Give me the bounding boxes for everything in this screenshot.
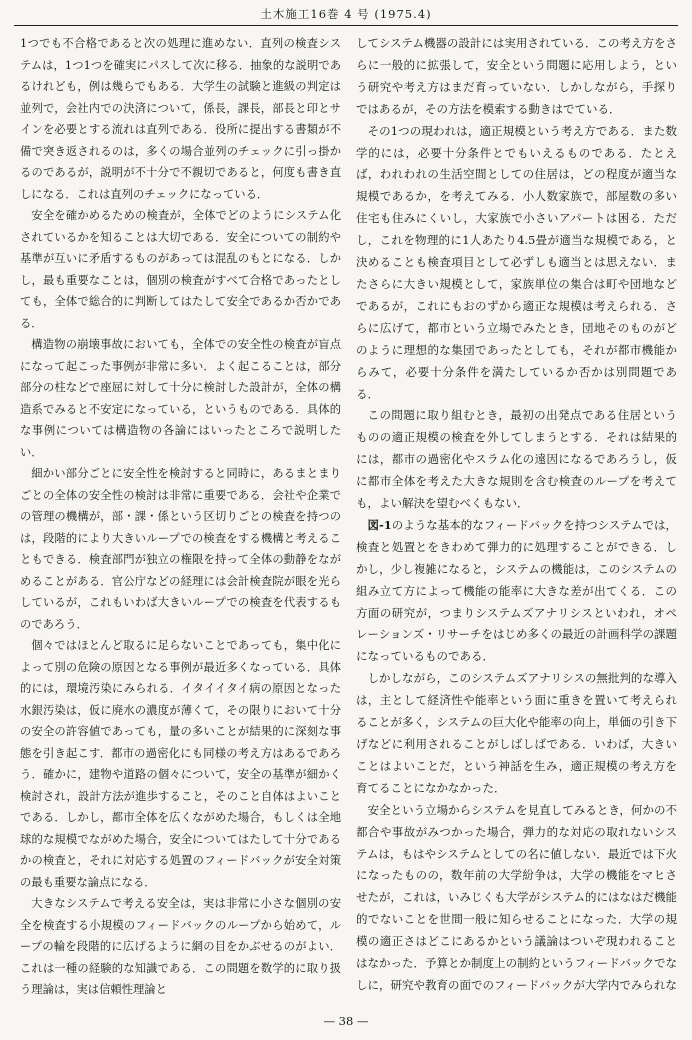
paragraph: 構造物の崩壊事故においても，全体での安全性の検査が盲点になって起こった事例が非常に多い．よく起こることは，部分部分の柱などで座屈に対して十分に検討した設計が，全体の構造系でみると不安定になっている，というものである．具体的な事例については構造物の各論にはいったところで説明したい．: [20, 338, 341, 459]
paragraph: この問題に取り組むとき，最初の出発点である住居というものの適正規模の検査を外してしまうとする．それは結果的には，都市の過密化やスラム化の遠因になるであろうし，仮に都市全体を考えた大きな規則を含む検査のループを考えても，よい解決を望むべくもない．: [356, 408, 677, 511]
header-rule: [14, 25, 678, 26]
paragraph: 安全という立場からシステムを見直してみるとき，何かの不都合や事故がみつかった場合，弾力的な対応の取れないシステムは，もはやシステムとしての名に値しない．最近では下火になったものの，数年前の大学紛争は，大学の機能をマヒさせたが，これは，いみじくも大学がシステム的にはなはだ機能的でないことを世間一般に知らせることになった．大学の規模の適正さはどこにあるかという議論はついぞ現われることはなかった．予算とか制度上の制約というフィードバックでなしに，研究や教育の面でのフィードバックが大学内でみられな: [356, 802, 677, 992]
paragraph: 個々ではほとんど取るに足らないことであっても，集中化によって別の危険の原因となる事例が最近多くなっている．具体的には，環境汚染にみられる．イタイイタイ病の原因となった水銀汚染は，仮に廃水の濃度が薄くて，その限りにおいて十分の安全の許容値であっても，量の多いことが結果的に深刻な事態を引き起こす．都市の過密化にも同様の考え方はあるであろう．確かに，建物や道路の個々について，安全の基準が細かく検討され，設計方法が進歩すること，そのこと自体はよいことである．しかし，都市全体を広くながめた場合，もしくは全地球的な規模でながめた場合，安全についてはたして十分であるかの検査と，それに対応する処置のフィードバックが安全対策の最も重要な論点になる．: [20, 639, 341, 889]
paragraph-figure-reference: [356, 515, 677, 668]
running-header: 土木施工16巻 4 号 (1975.4): [260, 7, 432, 21]
paragraph: その1つの現われは，適正規模という考え方である．また数学的には，必要十分条件とでもいえるものである．たとえば，われわれの生活空間としての住居は，どの程度が適当な規模であるか，を考えてみる．小人数家族で，部屋数の多い住宅も住みにくいし，大家族で小さいアパートは困る．ただし，これを物理的に1人あたり4.5畳が適当な規模である，と決めることも検査項目として必ずしも適当とは思えない．またさらに大きい規模として，家族単位の集合は町や団地などであるが，これにもおのずから適正な規模は考えられる．さらに広げて，都市という立場でみたとき，団地そのものがどのように理想的な集団であったとしても，それが都市機能からみて，必要十分条件を満たしているか否かは別問題である．: [356, 123, 677, 401]
paragraph: 大きなシステムで考える安全は，実は非常に小さな個別の安全を検査する小規模のフィードバックのループから始めて，ループの輪を段階的に広げるように網の目をかぶせるのがよい．これは一種の経験的な知識である．この問題を数学的に取り扱う理論は，実は信頼性理論と: [20, 897, 341, 996]
paragraph: 安全を確かめるための検査が，全体でどのようにシステム化されているかを知ることは大切である．安全についての制約や基準が互いに矛盾するものがあっては混乱のもとになる．しかし，最も重要なことは，個別の検査がすべて合格であったとしても，全体で総合的に判断してはたして安全であるか否かである．: [20, 209, 341, 330]
figure-reference: 図-1: [367, 517, 392, 532]
right-column: [356, 33, 677, 997]
paragraph: しかしながら，このシステムズアナリシスの無批判的な導入は，主として経済性や能率という面に重きを置いて考えられることが多く，システムの巨大化や能率の向上，単価の引き下げなどに利用されることがしばしばである．いわば，大きいことはよいことだ，という神話を生み，適正規模の考え方を育てることになかなかった．: [356, 671, 677, 795]
paragraph: してシステム機器の設計には実用されている．この考え方をさらに一般的に拡張して，安全という問題に応用しよう，という研究や考え方はまだ育っていない．しかしながら，手探りではあるが，その方法を模索する動きはでている．: [356, 36, 677, 116]
page-number: — 38 —: [323, 1014, 369, 1028]
left-column: [20, 33, 341, 1001]
paragraph: 1つでも不合格であると次の処理に進めない．直列の検査システムは，1つ1つを確実にパスして次に移る．抽象的な説明であるけれども，例は幾らでもある．大学生の試験と進級の判定は並列で，会社内での決済について，係長，課長，部長と印とサインを必要とする流れは直列である．役所に提出する書類が不備で突き返されるのは，多くの場合並列のチェックに引っ掛かるのであるが，説明が不十分で不親切であると，何度も書き直しになる．これは直列のチェックになっている．: [20, 37, 341, 201]
paragraph-text: のような基本的なフィードバックを持つシステムでは，検査と処置とをきわめて弾力的に処理することができる．しかし，少し複雑になると，システムの機能は，このシステムの組み立て方によって機能の能率に大きな差が出てくる．この方面の研究が，つまりシステムズアナリシスといわれ，オペレーションズ・リサーチをはじめ多くの最近の計画科学の課題になっているものである．: [356, 517, 677, 664]
paragraph: 細かい部分ごとに安全性を検討すると同時に，あるまとまりごとの全体の安全性の検討は非常に重要である．会社や企業での管理の機構が，部・課・係という区切りごとの検査を持つのは，段階的により大きいループでの検査をする機構と考えることもできる．検査部門が独立の権限を持って全体の動静をながめることがある．官公庁などの経理には会計検査院が眼を光らしているが，これもいわば大きいループでの検査を代表するものであろう．: [20, 467, 341, 631]
